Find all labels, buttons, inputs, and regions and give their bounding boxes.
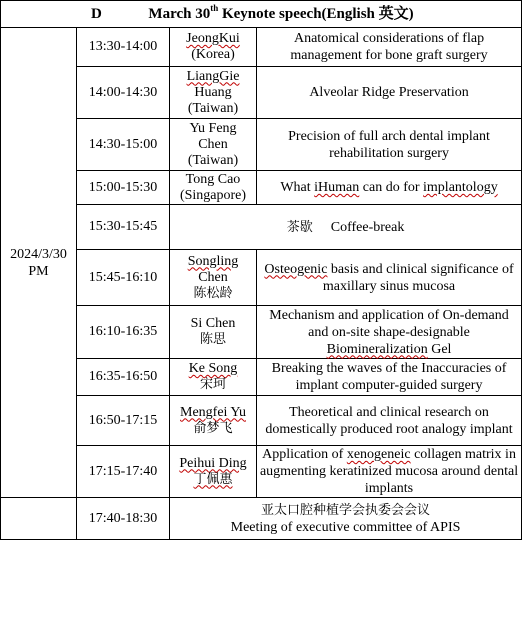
topic-term: implantology xyxy=(423,180,498,195)
speaker-name-zh: 俞梦飞 xyxy=(193,420,233,436)
topic-term: iHuman xyxy=(314,180,360,195)
table-row xyxy=(1,119,522,171)
time-cell: 15:00-15:30 xyxy=(77,171,170,205)
speaker-name-zh: 宋珂 xyxy=(199,377,226,392)
speaker-name: LiangGie xyxy=(186,68,240,84)
speaker-cell xyxy=(170,67,257,119)
title-pre: March 30 xyxy=(148,6,211,22)
speaker-name: Tong Cao xyxy=(185,171,241,187)
time-cell: 16:10-16:35 xyxy=(77,306,170,359)
speaker-cell xyxy=(170,446,257,498)
topic-cell xyxy=(257,446,522,498)
empty-date-cell xyxy=(1,498,77,540)
time-cell: 15:30-15:45 xyxy=(77,205,170,250)
topic-part: can do for xyxy=(359,180,424,195)
time-cell: 16:50-17:15 xyxy=(77,396,170,446)
speaker-name-zh: 陈思 xyxy=(199,332,226,347)
topic-part: Gel xyxy=(427,341,452,357)
speaker-name-zh: 陈松龄 xyxy=(193,285,233,301)
topic-part: Application of xyxy=(262,447,347,462)
speaker-cell xyxy=(170,396,257,446)
speaker-name: Ke Song xyxy=(188,361,238,376)
speaker-cell xyxy=(170,306,257,359)
speaker-cell xyxy=(170,250,257,306)
title-post: Keynote speech(English 英文) xyxy=(218,6,414,22)
topic-cell xyxy=(257,306,522,359)
date-text: 2024/3/30 xyxy=(10,246,67,262)
speaker-cell xyxy=(170,171,257,205)
speaker-country: (Taiwan) xyxy=(187,152,239,168)
speaker-name: Yu Feng xyxy=(189,120,237,136)
topic-cell: Alveolar Ridge Preservation xyxy=(257,67,522,119)
title-text xyxy=(148,3,414,22)
topic-term: Biomineralization xyxy=(326,341,428,357)
topic-cell: Precision of full arch dental implant rehabilitation surgery xyxy=(257,119,522,171)
table-row xyxy=(1,359,522,396)
time-cell: 14:00-14:30 xyxy=(77,67,170,119)
speaker-cell xyxy=(170,119,257,171)
topic-cell xyxy=(257,250,522,306)
speaker-name: Songling xyxy=(187,253,239,269)
closing-title-en: Meeting of executive committee of APIS xyxy=(230,519,461,535)
speaker-name-zh: 丁佩惠 xyxy=(193,471,233,487)
time-cell: 15:45-16:10 xyxy=(77,250,170,306)
table-row-break xyxy=(1,205,522,250)
topic-cell xyxy=(257,171,522,205)
time-cell: 17:15-17:40 xyxy=(77,446,170,498)
table-row xyxy=(1,171,522,205)
speaker-name: Mengfei Yu xyxy=(180,404,246,420)
speaker-name: Si Chen xyxy=(190,316,236,331)
time-cell: 13:30-14:00 xyxy=(77,28,170,67)
topic-cell: Anatomical considerations of flap management for bone graft surgery xyxy=(257,28,522,67)
closing-title-zh: 亚太口腔种植学会执委会会议 xyxy=(261,502,431,518)
title-row xyxy=(1,1,522,28)
date-cell xyxy=(1,28,77,498)
table-row xyxy=(1,446,522,498)
topic-part: basis and clinical significance of maxillary sinus mucosa xyxy=(322,261,514,294)
coffee-break-zh: 茶歇 xyxy=(286,219,313,235)
table-row xyxy=(1,396,522,446)
section-letter: D xyxy=(91,6,102,22)
speaker-name-line2: Huang xyxy=(194,84,232,100)
section-title xyxy=(1,1,522,28)
speaker-name: JeongKui xyxy=(186,31,240,46)
time-cell: 17:40-18:30 xyxy=(77,498,170,540)
topic-term: xenogeneic xyxy=(346,447,411,462)
speaker-cell xyxy=(170,28,257,67)
table-row xyxy=(1,28,522,67)
speaker-country: (Singapore) xyxy=(179,187,247,203)
speaker-name-line2: Chen xyxy=(198,136,228,152)
time-cell: 16:35-16:50 xyxy=(77,359,170,396)
closing-meeting-cell xyxy=(170,498,522,540)
topic-part: Mechanism and application of On-demand and on-site shape-designable xyxy=(269,307,509,340)
topic-term: Osteogenic xyxy=(264,261,328,277)
topic-cell: Theoretical and clinical research on domestically produced root analogy implant xyxy=(257,396,522,446)
speaker-name-line2: Chen xyxy=(198,269,228,285)
table-row-closing xyxy=(1,498,522,540)
table-row xyxy=(1,306,522,359)
time-cell: 14:30-15:00 xyxy=(77,119,170,171)
speaker-cell xyxy=(170,359,257,396)
speaker-country: (Korea) xyxy=(191,47,235,62)
title-superscript: th xyxy=(210,3,219,13)
table-row xyxy=(1,67,522,119)
topic-part: collagen matrix in augmenting keratinized mucosa around dental implants xyxy=(259,447,519,496)
speaker-name: Peihui Ding xyxy=(179,455,247,471)
coffee-break-en: Coffee-break xyxy=(330,219,405,235)
table-row xyxy=(1,250,522,306)
coffee-break-cell xyxy=(170,205,522,250)
date-period: PM xyxy=(28,263,49,279)
topic-part: What xyxy=(280,180,315,195)
speaker-country: (Taiwan) xyxy=(187,100,239,116)
topic-cell: Breaking the waves of the Inaccuracies of implant computer-guided surgery xyxy=(257,359,522,396)
